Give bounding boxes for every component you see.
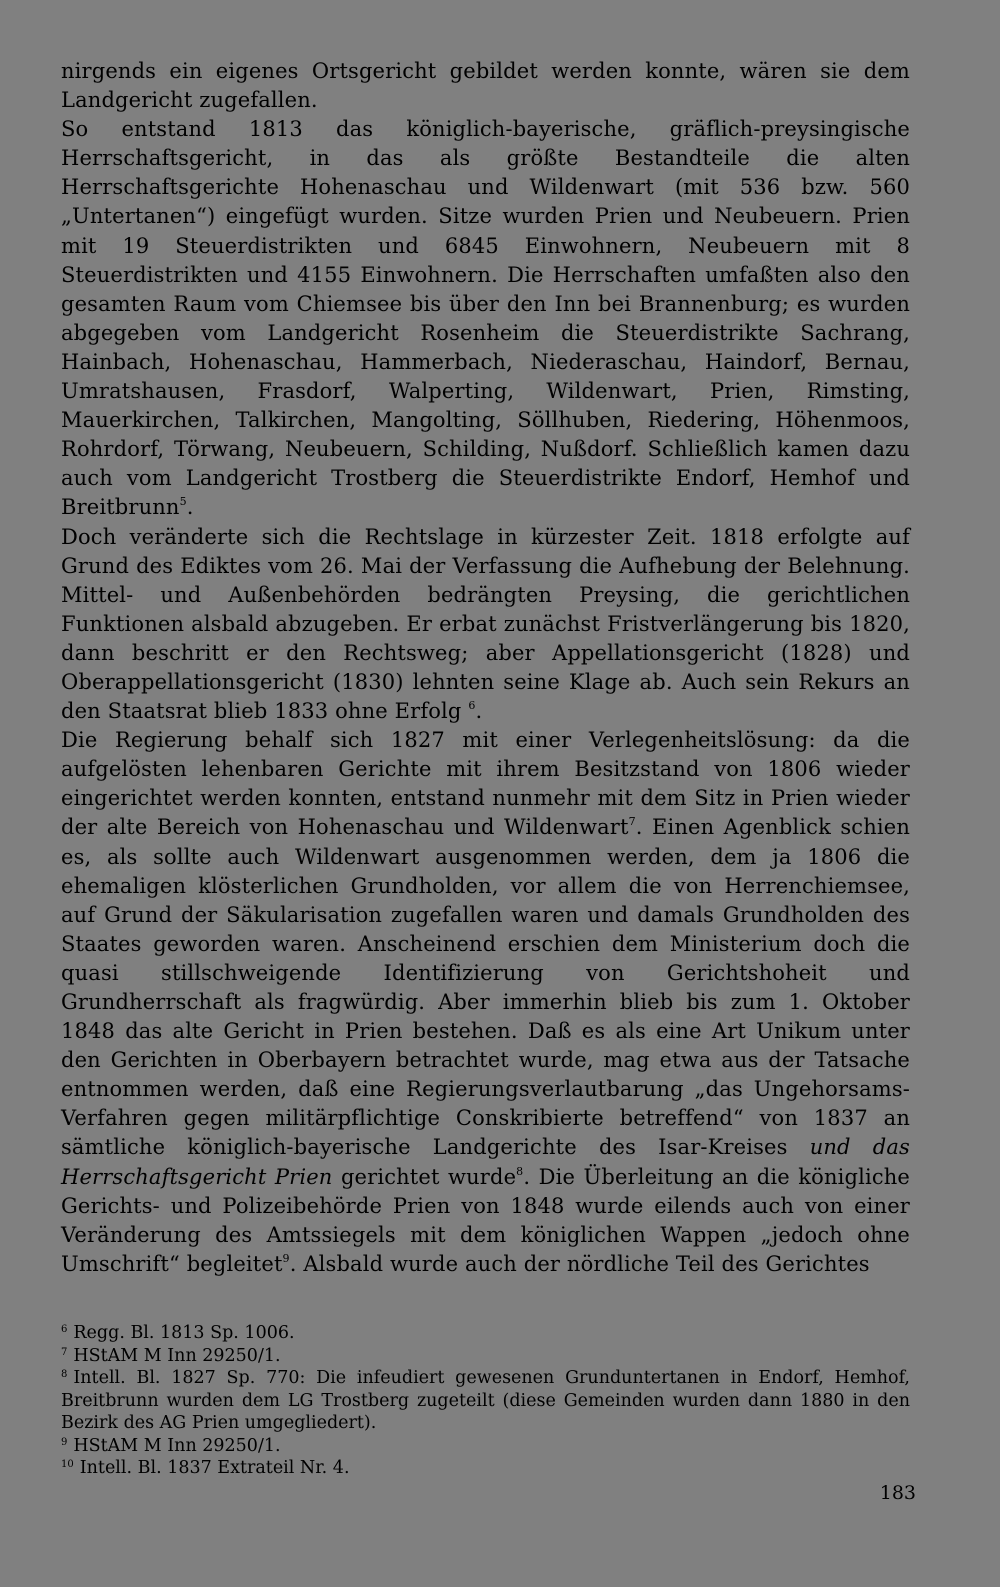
footnotes [61,1322,910,1480]
paragraph-text: Einen Agenblick schien es, als sollte auch Wildenwart ausgenommen werden, dem ja 1806 die ehemaligen klösterlichen Grundholden, vor allem die von Herrenchiemsee, auf Grund der Säkularisation zugefallen waren und damals Grundholden des Staates geworden waren. Anscheinend erschien dem Ministerium doch die quasi stillschweigende Identifizierung von Gerichtshoheit und Grundherrschaft als fragwürdig. Aber immerhin blieb bis zum 1. Oktober 1848 das alte Gericht in Prien bestehen. Daß es als eine Art Unikum unter den Gerichten in Oberbayern betrachtet wurde, mag etwa aus der Tatsache entnommen werden, daß eine Regierungsverlautbarung „das Ungehorsams-Verfahren gegen militärpflichtige Conskribierte betreffend“ von 1837 an sämtliche königlich-bayerische Landgerichte des Isar-Kreises [61,815,910,1160]
footnote-mark: 8 [516,1164,524,1178]
footnote-text: HStAM M Inn 29250/1. [73,1345,281,1366]
footnote-text: Intell. Bl. 1827 Sp. 770: Die infeudiert gewesenen Grunduntertanen in Endorf, Hemhof, Breitbrunn wurden dem LG Trostberg zugeteilt (diese Gemeinden wurden dann 1880 in den Bezirk des AG Prien umgegliedert). [61,1368,910,1433]
footnote [61,1457,910,1480]
page-number: 183 [879,1482,916,1504]
paragraph-text: gerichtet wurde [340,1164,517,1189]
footnote [61,1367,910,1435]
paragraph-text: Doch veränderte sich die Rechtslage in kürzester Zeit. 1818 erfolgte auf Grund des Ediktes vom 26. Mai der Verfassung die Aufhebung der Belehnung. Mittel- und Außenbehörden bedrängten Preysing, die gerichtlichen Funktionen alsbald abzugeben. Er erbat zunächst Fristverlängerung bis 1820, dann beschritt er den Rechtsweg; aber Appellationsgericht (1828) und Oberappellationsgericht (1830) lehnten seine Klage ab. Auch sein Rekurs an den Staatsrat blieb 1833 ohne Erfolg [61,524,910,724]
italic-text: und das Herrschaftsgericht Prien [61,1135,910,1189]
paragraph-2: So entstand 1813 das königlich-bayerische, gräflich-preysingische Herrschaftsgericht, in das als größte Bestandteile die alten Herrschaftsgerichte Hohenaschau und Wildenwart (mit 536 bzw. 560 „Untertanen“) eingefügt wurden. Sitze wurden Prien und Neubeuern. Prien mit 19 Steuerdistrikten und 6845 Einwohnern, Neubeuern mit 8 Steuerdistrikten und 4155 Einwohnern. Die Herrschaften umfaßten also den gesamten Raum vom Chiemsee bis über den Inn bei Brannenburg; es wurden abgegeben vom Landgericht Rosenheim die Steuerdistrikte Sachrang, Hainbach, Hohenaschau, Hammerbach, Niederaschau, Haindorf, Bernau, Umratshausen, Frasdorf, Walperting, Wildenwart, Prien, Rimsting, Mauerkirchen, Talkirchen, Mangolting, Söllhuben, Riedering, Höhenmoos, Rohrdorf, Törwang, Neubeuern, Schilding, Nußdorf. Schließlich kamen dazu auch vom Landgericht Trostberg die Steuerdistrikte Endorf, Hemhof und Breitbrunn$^5$. [61,117,910,520]
footnote-number: 6 [61,1324,68,1335]
paragraph-text: Alsbald wurde auch der nördliche Teil des Gerichtes [303,1251,870,1276]
footnote-text: Intell. Bl. 1837 Extrateil Nr. 4. [79,1458,350,1478]
footnote [61,1435,910,1458]
footnote-number: 8 [61,1369,68,1380]
paragraph-text: Die Überleitung an die königliche Gerichts- und Polizeibehörde Prien von 1848 wurde eilends auch von einer Veränderung des Amtssiegels mit dem königlichen Wappen „jedoch ohne Umschrift“ begleitet [61,1164,911,1276]
paragraph-4: Die Regierung behalf sich 1827 mit einer Verlegenheitslösung: da die aufgelösten lehenbaren Gerichte mit ihrem Besitzstand von 1806 wieder eingerichtet werden konnten, entstand nunmehr mit dem Sitz in Prien wieder der alte Bereich von Hohenaschau und Wildenwart$^7$. Einen Agenblick schien es, als sollte auch Wildenwart ausgenommen werden, dem ja 1806 die ehemaligen klösterlichen Grundholden, vor allem die von Herrenchiemsee, auf Grund der Säkularisation zugefallen waren und damals Grundholden des Staates geworden waren. Anscheinend erschien dem Ministerium doch die quasi stillschweigende Identifizierung von Gerichtshoheit und Grundherrschaft als fragwürdig. Aber immerhin blieb bis zum 1. Oktober 1848 das alte Gericht in Prien bestehen. Daß es als eine Art Unikum unter den Gerichten in Oberbayern betrachtet wurde, mag etwa aus der Tatsache entnommen werden, daß eine Regierungsverlautbarung „das Ungehorsams-Verfahren gegen militärpflichtige Conskribierte betreffend“ von 1837 an sämtliche königlich-bayerische Landgerichte des Isar-Kreises und das Herrschaftsgericht Prien gerichtet wurde$^8$. Die Überleitung an die königliche Gerichts- und Polizeibehörde Prien von 1848 wurde eilends auch von einer Veränderung des Amtssiegels mit dem königlichen Wappen „jedoch ohne Umschrift“ begleitet$^9$. Alsbald wurde auch der nördliche Teil des Gerichtes [61,728,911,1276]
footnote-mark: 9 [282,1251,290,1265]
footnote-mark: 5 [179,495,187,509]
paragraph-1 [61,57,910,115]
footnote-text: Regg. Bl. 1813 Sp. 1006. [73,1323,295,1343]
paragraph-text: Die Regierung behalf sich 1827 mit einer Verlegenheitslösung: da die aufgelösten lehenbaren Gerichte mit ihrem Besitzstand von 1806 wieder eingerichtet werden konnten, entstand nunmehr mit dem Sitz in Prien wieder der alte Bereich von Hohenaschau und Wildenwart [61,728,910,840]
footnote-mark: 6 [468,699,476,713]
footnote-number: 9 [61,1436,68,1448]
footnote-text: HStAM M Inn 29250/1. [73,1435,281,1456]
footnote-number: 10 [61,1459,74,1470]
footnote-mark: 7 [628,815,636,829]
paragraph-text: nirgends ein eigenes Ortsgericht gebildet werden konnte, wären sie dem Landgericht zugefallen. [61,59,910,113]
paragraph-3: Doch veränderte sich die Rechtslage in kürzester Zeit. 1818 erfolgte auf Grund des Ediktes vom 26. Mai der Verfassung die Aufhebung der Belehnung. Mittel- und Außenbehörden bedrängten Preysing, die gerichtlichen Funktionen alsbald abzugeben. Er erbat zunächst Fristverlängerung bis 1820, dann beschritt er den Rechtsweg; aber Appellationsgericht (1828) und Oberappellationsgericht (1830) lehnten seine Klage ab. Auch sein Rekurs an den Staatsrat blieb 1833 ohne Erfolg $^6$. [61,524,910,724]
paragraph-text: So entstand 1813 das königlich-bayerische, gräflich-preysingische Herrschaftsgericht, in das als größte Bestandteile die alten Herrschaftsgerichte Hohenaschau und Wildenwart (mit 536 bzw. 560 „Untertanen“) eingefügt wurden. Sitze wurden Prien und Neubeuern. Prien mit 19 Steuerdistrikten und 6845 Einwohnern, Neubeuern mit 8 Steuerdistrikten und 4155 Einwohnern. Die Herrschaften umfaßten also den gesamten Raum vom Chiemsee bis über den Inn bei Brannenburg; es wurden abgegeben vom Landgericht Rosenheim die Steuerdistrikte Sachrang, Hainbach, Hohenaschau, Hammerbach, Niederaschau, Haindorf, Bernau, Umratshausen, Frasdorf, Walperting, Wildenwart, Prien, Rimsting, Mauerkirchen, Talkirchen, Mangolting, Söllhuben, Riedering, Höhenmoos, Rohrdorf, Törwang, Neubeuern, Schilding, Nußdorf. Schließlich kamen dazu auch vom Landgericht Trostberg die Steuerdistrikte Endorf, Hemhof und Breitbrunn [61,117,910,520]
body-text [61,57,910,1279]
footnote-number: 7 [61,1346,68,1358]
footnote [61,1345,910,1368]
footnote [61,1322,910,1345]
